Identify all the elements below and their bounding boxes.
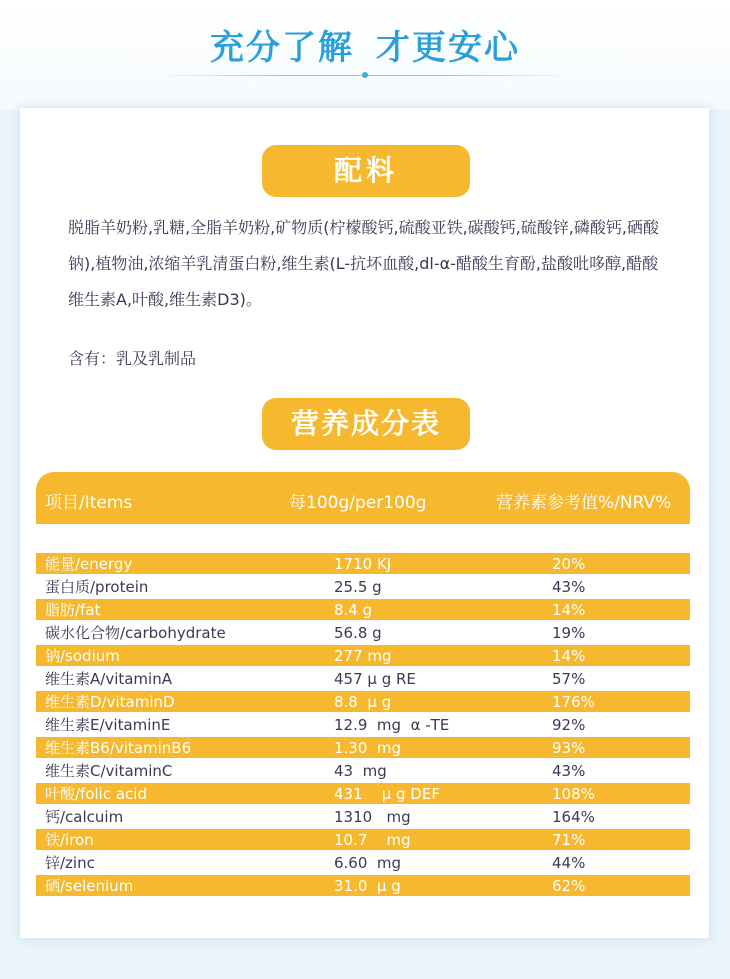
row-amount: 8.8 μ g [334,693,392,711]
row-amount: 6.60 mg [334,854,402,872]
nutrition-table-body [36,553,690,898]
column-header-items: 项目/Items [45,493,133,513]
row-item: 蛋白质/protein [45,578,149,596]
row-amount: 1710 KJ [334,555,392,573]
row-item: 硒/selenium [45,877,134,895]
row-amount: 10.7 mg [334,831,411,849]
column-header-nrv: 营养素参考值%/NRV% [496,493,672,513]
table-row [36,599,690,620]
row-nrv: 14% [552,601,586,619]
row-amount: 277 mg [334,647,392,665]
nutrition-heading: 营养成分表 [262,398,470,450]
row-item: 碳水化合物/carbohydrate [45,624,226,642]
row-item: 叶酸/folic acid [45,785,147,803]
table-row [36,760,690,783]
ingredients-heading: 配料 [262,145,470,197]
page-title-part1: 充分了解 [210,28,354,68]
row-nrv: 71% [552,831,586,849]
column-header-per100g: 每100g/per100g [289,493,427,513]
row-nrv: 57% [552,670,586,688]
table-row [36,783,690,804]
row-nrv: 164% [552,808,595,826]
row-item: 铁/iron [45,831,94,849]
title-divider-dot [362,72,368,78]
table-row [36,829,690,850]
row-nrv: 92% [552,716,586,734]
row-nrv: 176% [552,693,595,711]
table-row [36,576,690,599]
row-amount: 25.5 g [334,578,382,596]
row-nrv: 20% [552,555,586,573]
row-item: 维生素E/vitaminE [45,716,171,734]
ingredients-text: 脱脂羊奶粉,乳糖,全脂羊奶粉,矿物质(柠檬酸钙,硫酸亚铁,碳酸钙,硫酸锌,磷酸钙,硒酸钠),植物油,浓缩羊乳清蛋白粉,维生素(L-抗坏血酸,dl-α-醋酸生育酚,盐酸吡哆醇,醋酸维生素A,叶酸,维生素D3)。 [68,218,659,309]
table-row [36,714,690,737]
row-item: 能量/energy [45,555,133,573]
row-item: 钠/sodium [45,647,120,665]
row-nrv: 93% [552,739,586,757]
row-nrv: 44% [552,854,586,872]
row-nrv: 43% [552,762,586,780]
table-row [36,553,690,574]
table-row [36,806,690,829]
row-nrv: 14% [552,647,586,665]
row-item: 脂肪/fat [45,601,101,619]
table-row [36,622,690,645]
row-item: 维生素A/vitaminA [45,670,172,688]
table-row [36,852,690,875]
row-item: 钙/calcuim [45,808,124,826]
row-item: 维生素C/vitaminC [45,762,173,780]
row-item: 维生素B6/vitaminB6 [45,739,192,757]
row-nrv: 62% [552,877,586,895]
nutrition-table-header [36,472,690,524]
row-item: 维生素D/vitaminD [45,693,175,711]
row-amount: 56.8 g [334,624,382,642]
table-row [36,875,690,896]
table-row [36,668,690,691]
row-amount: 43 mg [334,762,387,780]
table-row [36,737,690,758]
row-amount: 31.0 μ g [334,877,401,895]
row-amount: 12.9 mg α -TE [334,716,450,734]
table-row [36,691,690,712]
row-nrv: 19% [552,624,586,642]
row-nrv: 108% [552,785,595,803]
row-nrv: 43% [552,578,586,596]
row-amount: 1310 mg [334,808,411,826]
page-title-part2: 才更安心 [376,28,520,68]
row-amount: 457 μ g RE [334,670,416,688]
table-row [36,645,690,666]
allergen-note: 含有：乳及乳制品 [68,349,197,368]
page-title [0,20,730,69]
row-amount: 431 μ g DEF [334,785,440,803]
row-amount: 8.4 g [334,601,373,619]
row-item: 锌/zinc [45,854,95,872]
row-amount: 1.30 mg [334,739,402,757]
